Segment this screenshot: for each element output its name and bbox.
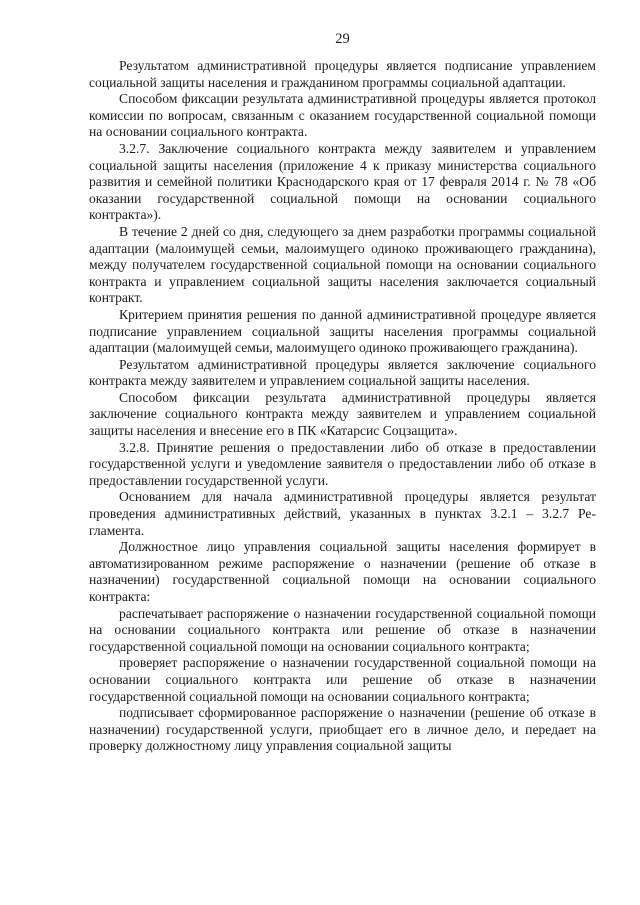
paragraph-procedure-basis: Основанием для начала административной процедуры является результат проведения административных действий, указанных в пунктах 3.2.1 – 3.2.7 Регламента. bbox=[89, 489, 596, 538]
document-body bbox=[89, 58, 596, 755]
paragraph-official-forms-order: Должностное лицо управления социальной защиты населения формирует в автоматизированном режиме распоряжение о назначении (решение об отказе в назначении) государственной социальной помощи на основании социального контракта: bbox=[89, 539, 596, 604]
paragraph-section-3-2-7: 3.2.7. Заключение социального контракта между заявителем и управлением социальной защиты населения (приложение 4 к приказу министерства социального развития и семейной политики Краснодарского края от 17 февраля 2014 г. № 78 «Об оказании государственной социальной помощи на основании социального контракта»). bbox=[89, 140, 596, 223]
paragraph-fixation-contract: Способом фиксации результата административной процедуры является заключение социального контракта между заявителем и управлением социальной защиты населения и внесение его в ПК «Катарсис Соцзащита». bbox=[89, 389, 596, 439]
paragraph-result-contract: Результатом административной процедуры является заключение социального контракта между заявителем и управлением социальной защиты населения. bbox=[89, 356, 596, 389]
paragraph-section-3-2-8: 3.2.8. Принятие решения о предоставлении либо об отказе в предоставлении государственной услуги и уведомление заявителя о предоставлении либо об отказе в предоставлении государственной услуги. bbox=[89, 439, 596, 488]
paragraph-contract-term: В течение 2 дней со дня, следующего за днем разработки программы социальной адаптации (малоимущей семьи, малоимущего одиноко проживающего гражданина), между получателем государственной социальной помощи на основании социального контракта и управлением социальной защиты населения заключается социальный контракт. bbox=[89, 223, 596, 306]
paragraph-fixation-protocol: Способом фиксации результата административной процедуры является протокол комиссии по вопросам, связанным с оказанием государственной социальной помощи на основании социального контракта. bbox=[89, 91, 596, 140]
page-number: 29 bbox=[335, 31, 350, 47]
paragraph-result-signing: Результатом административной процедуры является подписание управлением социальной защиты населения и гражданином программы социальной адаптации. bbox=[89, 58, 596, 90]
paragraph-prints-order: распечатывает распоряжение о назначении государственной социальной помощи на основании социального контракта или решение об отказе в назначении государственной социальной помощи на основании социального контракта; bbox=[89, 605, 596, 654]
paragraph-checks-order: проверяет распоряжение о назначении государственной социальной помощи на основании социального контракта или решение об отказе в назначении государственной социальной помощи на основании социального контракта; bbox=[89, 655, 596, 704]
paragraph-signs-order: подписывает сформированное распоряжение о назначении (решение об отказе в назначении) государственной услуги, приобщает его в личное дело, и передает на проверку должностному лицу управления социальной защиты bbox=[89, 705, 596, 754]
paragraph-decision-criterion: Критерием принятия решения по данной административной процедуре является подписание управлением социальной защиты населения программы социальной адаптации (малоимущей семьи, малоимущего одиноко проживающего гражданина). bbox=[89, 306, 596, 356]
